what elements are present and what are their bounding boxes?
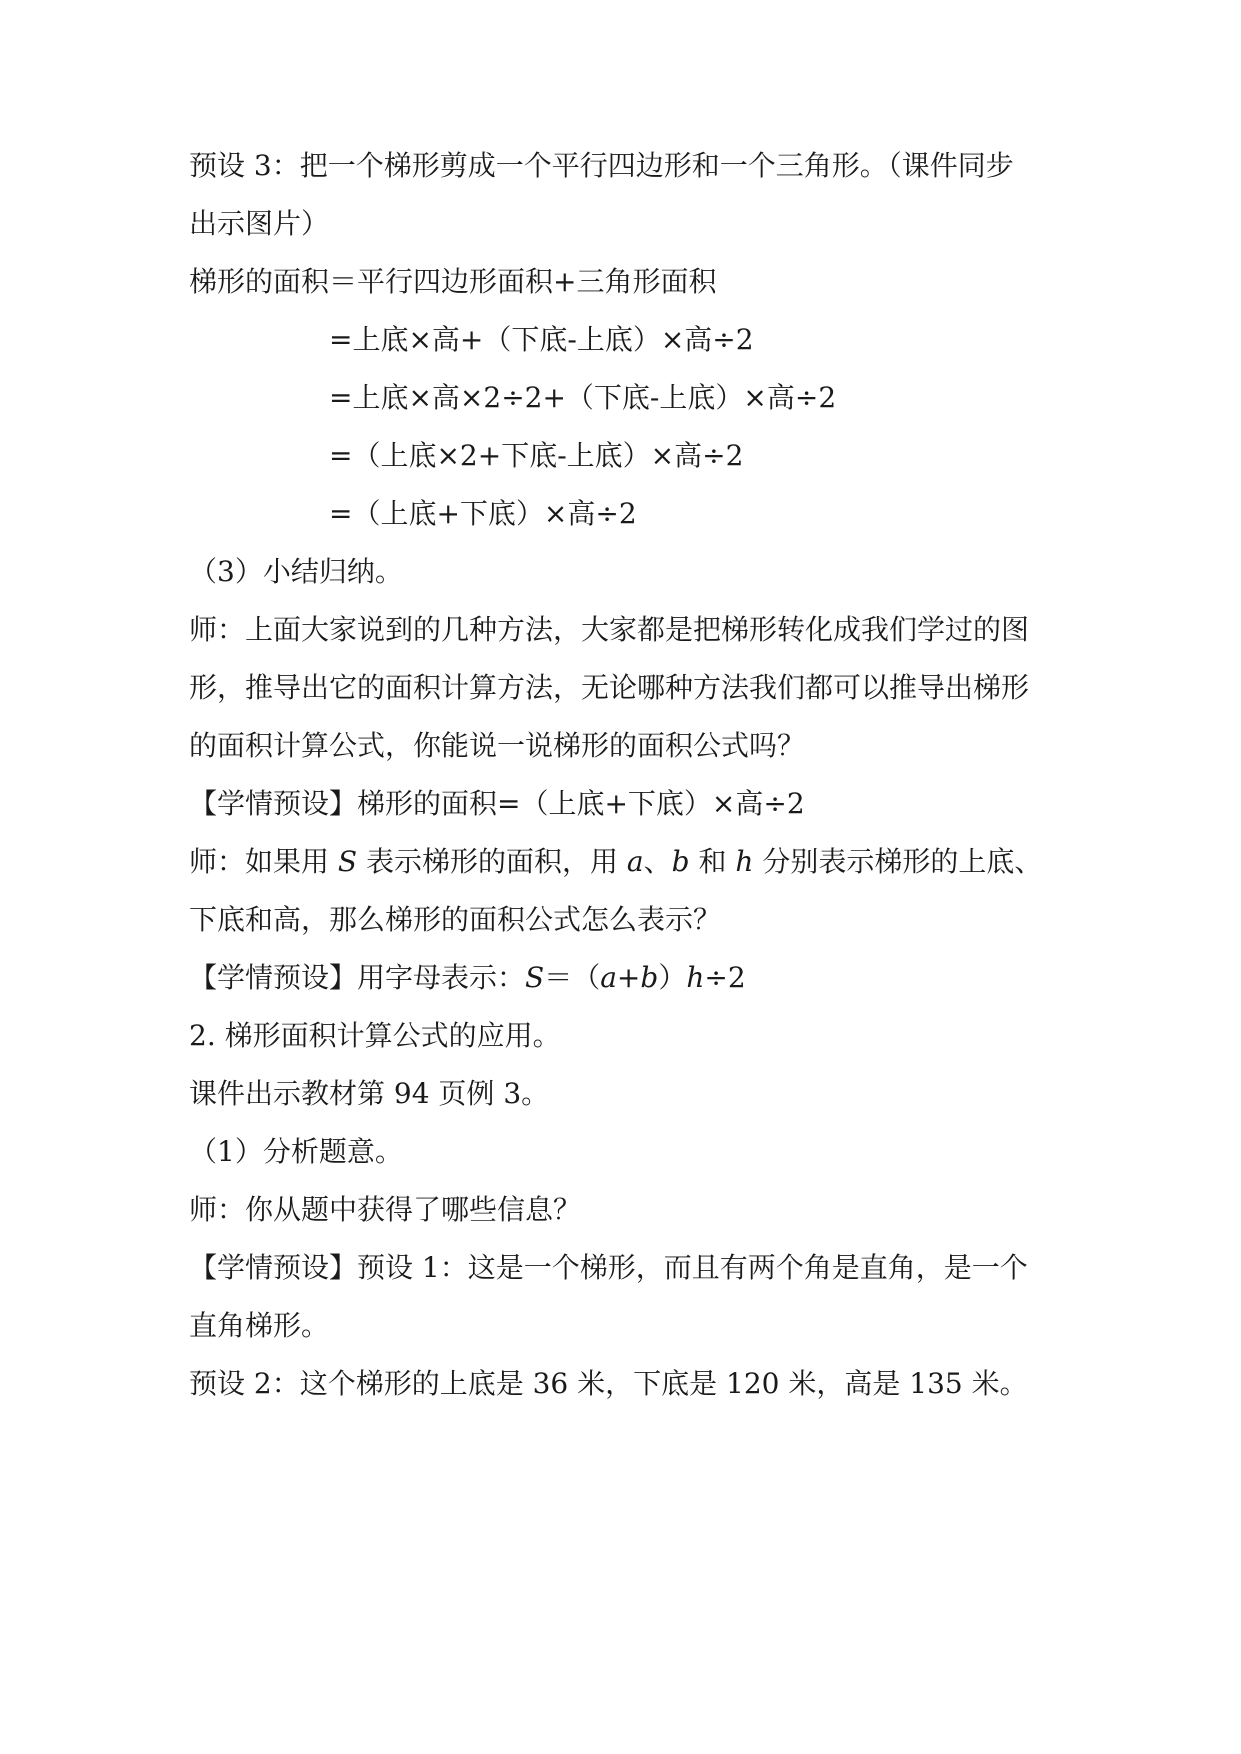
text-line bbox=[189, 958, 746, 998]
text-run: ） bbox=[658, 961, 687, 994]
variable-a: a bbox=[600, 961, 617, 994]
section-heading: （1）分析题意。 bbox=[189, 1135, 403, 1168]
text-run: 和 bbox=[689, 845, 736, 878]
text-line: 【学情预设】预设 1：这是一个梯形，而且有两个角是直角，是一个 bbox=[189, 1251, 1028, 1284]
text-line bbox=[189, 842, 1042, 882]
variable-b: b bbox=[671, 845, 690, 878]
formula-step: =上底×高+（下底-上底）×高÷2 bbox=[329, 323, 754, 356]
text-run: + bbox=[616, 961, 641, 994]
variable-s: S bbox=[525, 961, 545, 994]
text-line: 课件出示教材第 94 页例 3。 bbox=[189, 1077, 550, 1110]
text-line: 预设 2：这个梯形的上底是 36 米，下底是 120 米，高是 135 米。 bbox=[189, 1367, 1028, 1400]
variable-s: S bbox=[337, 845, 358, 878]
variable-h: h bbox=[686, 961, 705, 994]
text-run: 、 bbox=[643, 845, 672, 878]
text-run: ＝（ bbox=[544, 961, 601, 994]
text-run: 表示梯形的面积，用 bbox=[357, 845, 627, 878]
text-run: ÷2 bbox=[704, 961, 746, 994]
text-line: 的面积计算公式，你能说一说梯形的面积公式吗？ bbox=[189, 729, 806, 762]
text-run: 【学情预设】用字母表示： bbox=[189, 961, 526, 994]
text-line: 【学情预设】梯形的面积=（上底+下底）×高÷2 bbox=[189, 787, 805, 820]
text-line: 直角梯形。 bbox=[189, 1309, 330, 1342]
text-line: 师：上面大家说到的几种方法，大家都是把梯形转化成我们学过的图 bbox=[189, 613, 1030, 646]
section-heading: 2. 梯形面积计算公式的应用。 bbox=[189, 1019, 561, 1052]
section-heading: （3）小结归纳。 bbox=[189, 555, 403, 588]
text-line: 形，推导出它的面积计算方法，无论哪种方法我们都可以推导出梯形 bbox=[189, 671, 1030, 704]
text-line: 师：你从题中获得了哪些信息？ bbox=[189, 1193, 582, 1226]
formula-step: =（上底+下底）×高÷2 bbox=[329, 497, 637, 530]
variable-h: h bbox=[735, 845, 754, 878]
variable-b: b bbox=[640, 961, 659, 994]
text-line: 下底和高，那么梯形的面积公式怎么表示？ bbox=[189, 903, 722, 936]
text-run: 分别表示梯形的上底、 bbox=[753, 845, 1043, 878]
text-run: 师：如果用 bbox=[189, 845, 338, 878]
text-line: 预设 3：把一个梯形剪成一个平行四边形和一个三角形。（课件同步 bbox=[189, 149, 1014, 182]
text-line: 梯形的面积＝平行四边形面积+三角形面积 bbox=[189, 265, 717, 298]
formula-step: =（上底×2+下底-上底）×高÷2 bbox=[329, 439, 744, 472]
formula-step: =上底×高×2÷2+（下底-上底）×高÷2 bbox=[329, 381, 837, 414]
variable-a: a bbox=[626, 845, 644, 878]
text-line: 出示图片） bbox=[189, 207, 330, 240]
